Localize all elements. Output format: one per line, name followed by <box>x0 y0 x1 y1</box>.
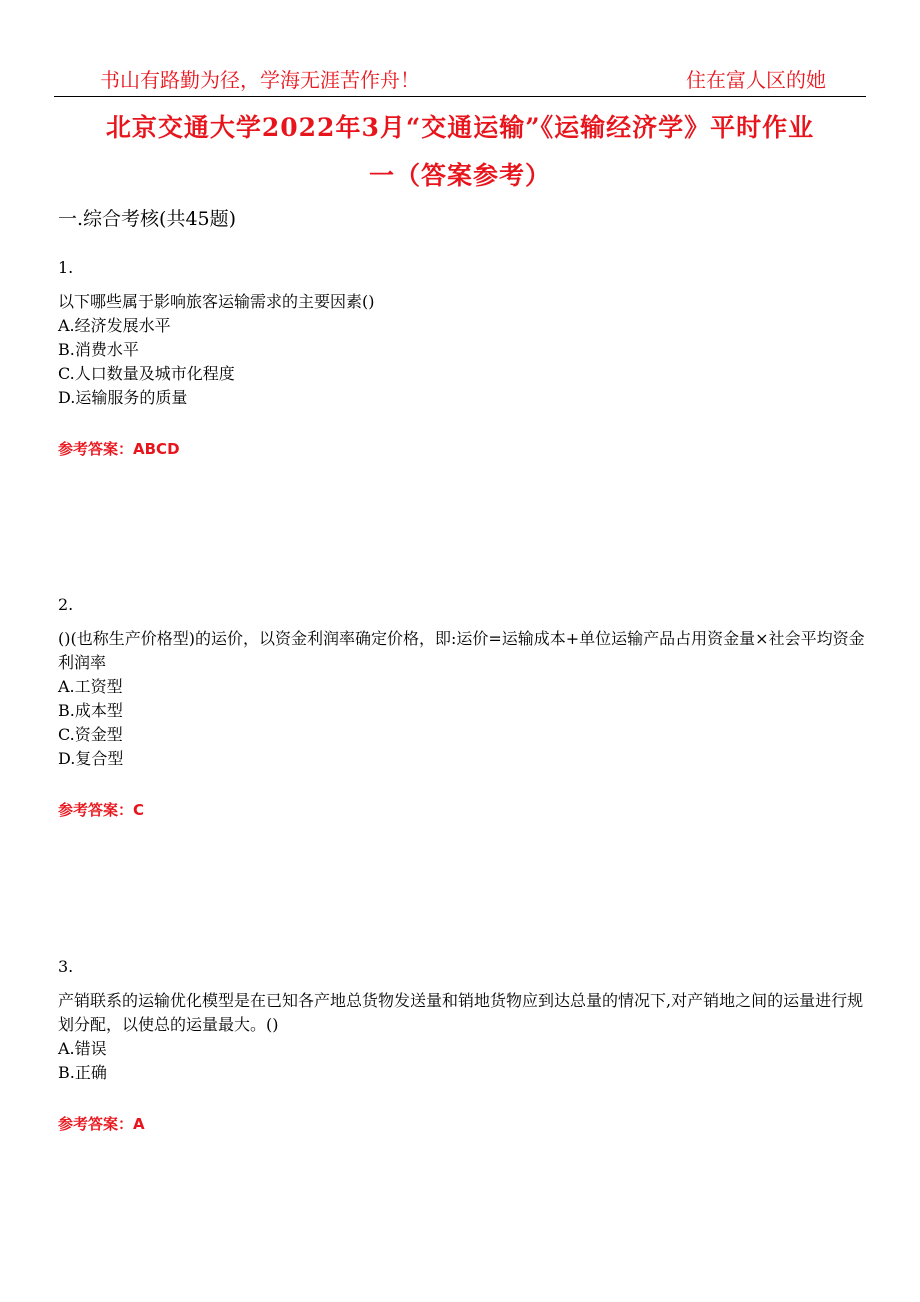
option-c: C.资金型 <box>58 725 123 744</box>
header-author: 住在富人区的她 <box>686 68 826 92</box>
answer-value: C <box>133 801 145 819</box>
question-number: 1. <box>58 258 74 277</box>
option-c: C.人口数量及城市化程度 <box>58 364 235 383</box>
option-d: D.运输服务的质量 <box>58 388 188 407</box>
question-3 <box>58 955 868 1085</box>
option-b: B.消费水平 <box>58 340 139 359</box>
header-divider <box>54 96 866 97</box>
question-stem: ()(也称生产价格型)的运价，以资金利润率确定价格，即:运价=运输成本+单位运输产品占用资金量×社会平均资金利润率 <box>58 629 865 672</box>
answer-label: 参考答案： <box>58 1115 134 1133</box>
section-title: 一.综合考核(共45题) <box>58 208 237 230</box>
option-a: A.经济发展水平 <box>58 316 171 335</box>
question-stem: 以下哪些属于影响旅客运输需求的主要因素() <box>58 292 375 311</box>
page-header <box>54 64 866 96</box>
question-number: 3. <box>58 957 74 976</box>
answer-2 <box>58 799 144 820</box>
answer-value: ABCD <box>133 440 180 458</box>
title-line-2: 一（答案参考） <box>368 161 551 190</box>
question-2 <box>58 593 868 771</box>
option-a: A.错误 <box>58 1039 107 1058</box>
answer-1 <box>58 438 180 459</box>
question-1 <box>58 256 868 410</box>
option-b: B.成本型 <box>58 701 123 720</box>
title-line-1: 北京交通大学2022年3月“交通运输”《运输经济学》平时作业 <box>105 113 815 142</box>
answer-label: 参考答案： <box>58 440 134 458</box>
question-stem: 产销联系的运输优化模型是在已知各产地总货物发送量和销地货物应到达总量的情况下,对产销地之间的运量进行规划分配，以使总的运量最大。() <box>58 991 864 1034</box>
option-a: A.工资型 <box>58 677 123 696</box>
answer-3 <box>58 1113 145 1134</box>
header-motto: 书山有路勤为径，学海无涯苦作舟！ <box>100 68 420 92</box>
option-d: D.复合型 <box>58 749 124 768</box>
question-number: 2. <box>58 595 74 614</box>
answer-label: 参考答案： <box>58 801 134 819</box>
option-b: B.正确 <box>58 1063 107 1082</box>
answer-value: A <box>133 1115 145 1133</box>
document-title <box>54 104 866 200</box>
